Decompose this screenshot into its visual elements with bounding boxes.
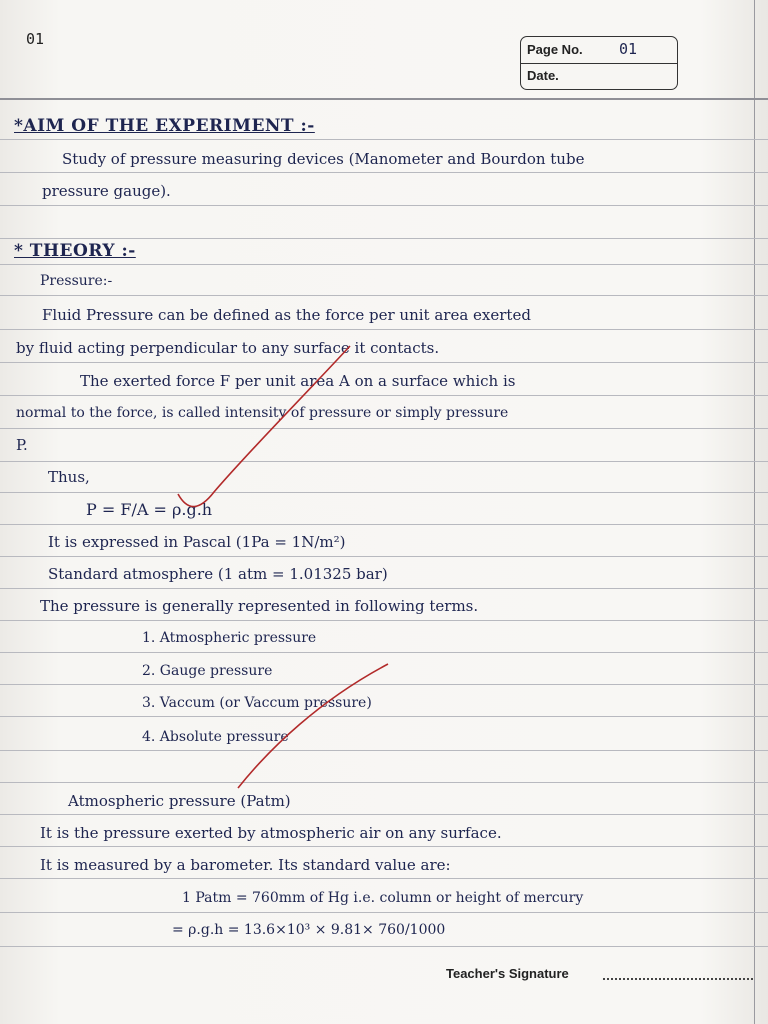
- theory-line-4: normal to the force, is called intensity of pressure or simply pressure: [16, 405, 509, 421]
- terms-intro: The pressure is generally represented in following terms.: [40, 597, 479, 615]
- signature-dotted-line: [603, 978, 753, 980]
- rule-line: [0, 362, 768, 363]
- rule-line: [0, 946, 768, 947]
- header-rule: [0, 98, 768, 100]
- rule-line: [0, 238, 768, 239]
- rule-line: [0, 782, 768, 783]
- atmospheric-line-1: It is the pressure exerted by atmospheric air on any surface.: [40, 824, 502, 842]
- theory-line-1: Fluid Pressure can be defined as the force per unit area exerted: [42, 306, 531, 324]
- page-no-value: 01: [619, 40, 638, 58]
- teacher-signature-label: Teacher's Signature: [446, 966, 569, 981]
- rule-line: [0, 750, 768, 751]
- rule-line: [0, 524, 768, 525]
- term-2: 2. Gauge pressure: [142, 663, 273, 679]
- pressure-subheading: Pressure:-: [40, 273, 113, 289]
- rule-line: [0, 846, 768, 847]
- rule-line: [0, 814, 768, 815]
- rule-line: [0, 139, 768, 140]
- right-margin-line: [754, 0, 755, 1024]
- rule-line: [0, 556, 768, 557]
- atmospheric-eq-1: 1 Patm = 760mm of Hg i.e. column or height of mercury: [182, 890, 584, 906]
- rule-line: [0, 684, 768, 685]
- standard-atmosphere-line: Standard atmosphere (1 atm = 1.01325 bar): [48, 565, 388, 583]
- rule-line: [0, 172, 768, 173]
- term-1: 1. Atmospheric pressure: [142, 630, 317, 646]
- aim-line-2: pressure gauge).: [42, 182, 171, 200]
- page-no-row: [521, 37, 677, 64]
- date-label: Date.: [527, 68, 559, 83]
- pascal-line: It is expressed in Pascal (1Pa = 1N/m²): [48, 533, 346, 551]
- aim-heading: *AIM OF THE EXPERIMENT :-: [14, 116, 315, 136]
- date-row: [521, 63, 677, 89]
- rule-line: [0, 329, 768, 330]
- theory-line-3: The exerted force F per unit area A on a surface which is: [80, 372, 516, 390]
- term-3: 3. Vaccum (or Vaccum pressure): [142, 695, 372, 711]
- rule-line: [0, 878, 768, 879]
- aim-line-1: Study of pressure measuring devices (Manometer and Bourdon tube: [62, 150, 585, 168]
- theory-heading: * THEORY :-: [14, 241, 136, 261]
- rule-line: [0, 492, 768, 493]
- corner-page-number: 01: [26, 30, 45, 48]
- term-4: 4. Absolute pressure: [142, 729, 289, 745]
- rule-line: [0, 588, 768, 589]
- atmospheric-eq-2: = ρ.g.h = 13.6×10³ × 9.81× 760/1000: [172, 922, 446, 938]
- atmospheric-line-2: It is measured by a barometer. Its standard value are:: [40, 856, 451, 874]
- atmospheric-heading: Atmospheric pressure (Patm): [68, 792, 291, 810]
- rule-line: [0, 264, 768, 265]
- page-info-box: [520, 36, 678, 90]
- rule-line: [0, 428, 768, 429]
- pressure-formula: P = F/A = ρ.g.h: [86, 500, 213, 519]
- rule-line: [0, 395, 768, 396]
- rule-line: [0, 461, 768, 462]
- rule-line: [0, 716, 768, 717]
- rule-line: [0, 620, 768, 621]
- page-no-label: Page No.: [527, 42, 583, 57]
- rule-line: [0, 652, 768, 653]
- theory-line-5: P.: [16, 436, 28, 454]
- theory-line-6: Thus,: [48, 468, 90, 486]
- theory-line-2: by fluid acting perpendicular to any surface it contacts.: [16, 339, 440, 357]
- rule-line: [0, 912, 768, 913]
- rule-line: [0, 295, 768, 296]
- rule-line: [0, 205, 768, 206]
